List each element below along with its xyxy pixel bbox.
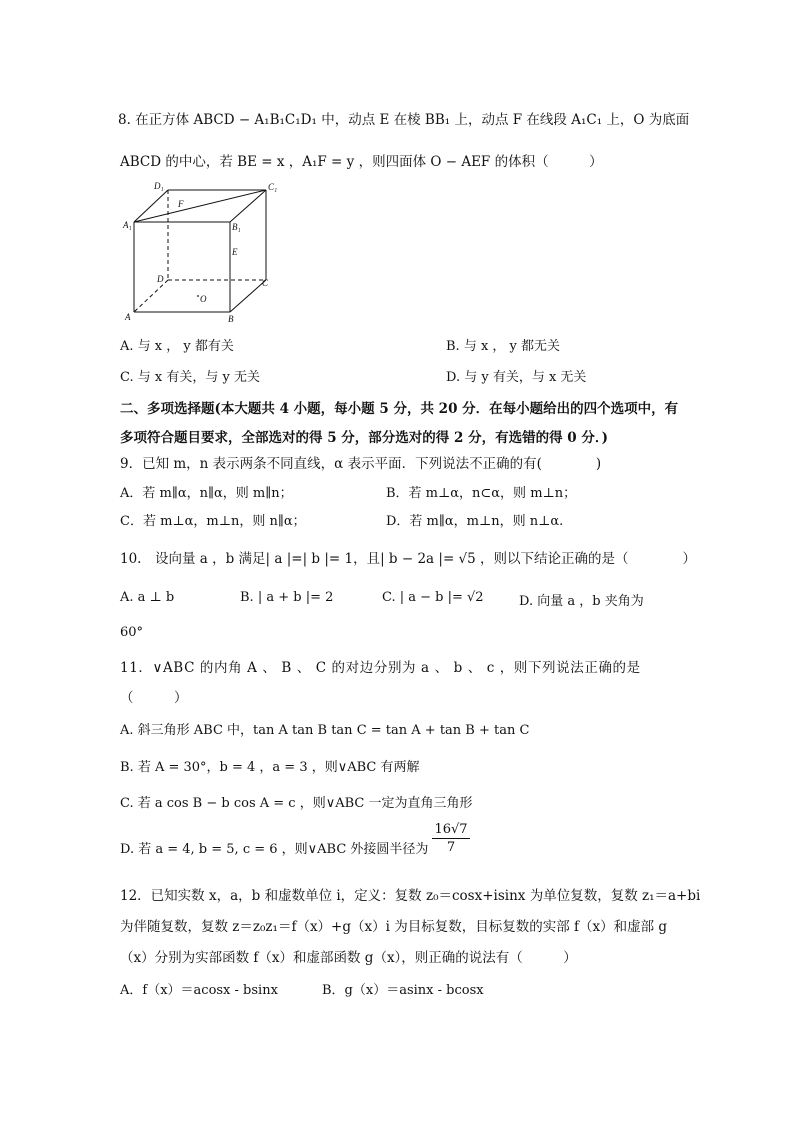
q11-option-d-fraction	[432, 822, 470, 855]
q8-option-b: B. 与 x ， y 都无关	[446, 339, 561, 354]
section2-heading-line2: 多项符合题目要求，全部选对的得 5 分，部分选对的得 2 分，有选错的得 0 分．)	[120, 430, 609, 446]
section2-heading-line1: 二、多项选择题(本大题共 4 小题，每小题 5 分，共 20 分．在每小题给出的四个选项中，有	[120, 401, 679, 417]
q8-option-c: C. 与 x 有关，与 y 无关	[120, 370, 260, 385]
q8-stem-line1: 8. 在正方体 ABCD − A₁B₁C₁D₁ 中，动点 E 在棱 BB₁ 上，动点 F 在线段 A₁C₁ 上，O 为底面	[118, 112, 690, 128]
q10-option-b: B. | a + b |= 2	[240, 590, 334, 605]
q10-option-c: C. | a − b |= √2	[382, 590, 484, 605]
fraction-denominator: 7	[446, 840, 456, 855]
q9-option-a: A．若 m∥α，n∥α，则 m∥n；	[120, 486, 293, 501]
q10-option-a: A. a ⊥ b	[120, 590, 175, 605]
label-E: E	[232, 247, 238, 257]
q8-stem-line2: ABCD 的中心，若 BE = x ，A₁F = y ，则四面体 O − AEF 的体积（ ）	[120, 154, 603, 170]
label-D1: D₁	[154, 181, 164, 191]
label-A1: A₁	[123, 220, 132, 230]
q12-option-a: A．f（x）＝acosx - bsinx	[120, 983, 278, 998]
q10-stem: 10. 设向量 a ，b 满足| a |=| b |= 1，且| b − 2a |= √5 ，则以下结论正确的是（ ）	[120, 551, 697, 567]
q9-stem: 9．已知 m，n 表示两条不同直线，α 表示平面．下列说法不正确的有( )	[120, 456, 602, 472]
q12-stem-line2: 为伴随复数，复数 z＝z₀z₁＝f（x）+g（x）i 为目标复数，目标复数的实部 f（x）和虚部 g	[120, 919, 668, 935]
label-F: F	[178, 199, 184, 209]
q12-option-b: B．g（x）＝asinx - bcosx	[322, 983, 484, 998]
q12-stem-line3: （x）分别为实部函数 f（x）和虚部函数 g（x），则正确的说法有（ ）	[120, 950, 577, 966]
label-B: B	[228, 314, 234, 324]
label-C: C	[262, 278, 269, 288]
q11-stem: 11．∨ABC 的内角 A 、 B 、 C 的对边分别为 a 、 b 、 c ，则下列说法正确的是	[120, 660, 641, 676]
q8-option-a: A. 与 x ， y 都有关	[120, 339, 234, 354]
q11-option-c: C. 若 a cos B − b cos A = c ，则∨ABC 一定为直角三角形	[120, 796, 473, 811]
label-B1: B₁	[232, 222, 241, 232]
q11-option-a: A. 斜三角形 ABC 中，tan A tan B tan C = tan A + tan B + tan C	[120, 723, 530, 738]
q11-option-d: D. 若 a = 4, b = 5, c = 6 ，则∨ABC 外接圆半径为	[120, 842, 429, 857]
label-C1: C₁	[268, 182, 278, 192]
q11-option-b: B. 若 A = 30°，b = 4 ，a = 3 ，则∨ABC 有两解	[120, 760, 420, 775]
cube-figure	[120, 178, 280, 326]
q10-option-d: D. 向量 a ，b 夹角为	[519, 594, 644, 609]
q9-option-d: D．若 m∥α，m⊥n，则 n⊥α.	[386, 514, 564, 529]
label-D: D	[157, 274, 164, 284]
q9-option-b: B．若 m⊥α，n⊂α，则 m⊥n；	[386, 486, 577, 501]
q9-option-c: C．若 m⊥α，m⊥n，则 n∥α；	[120, 514, 306, 529]
fraction-numerator: 16√7	[432, 822, 470, 839]
label-O: O	[200, 294, 207, 304]
q8-option-d: D. 与 y 有关，与 x 无关	[446, 370, 587, 385]
q12-stem-line1: 12．已知实数 x，a，b 和虚数单位 i，定义：复数 z₀＝cosx+isinx 为单位复数，复数 z₁＝a+bi	[120, 888, 701, 904]
label-A: A	[125, 312, 131, 322]
q10-option-d-continued: 60°	[120, 625, 144, 640]
q11-answer-paren: （ ）	[120, 690, 188, 706]
